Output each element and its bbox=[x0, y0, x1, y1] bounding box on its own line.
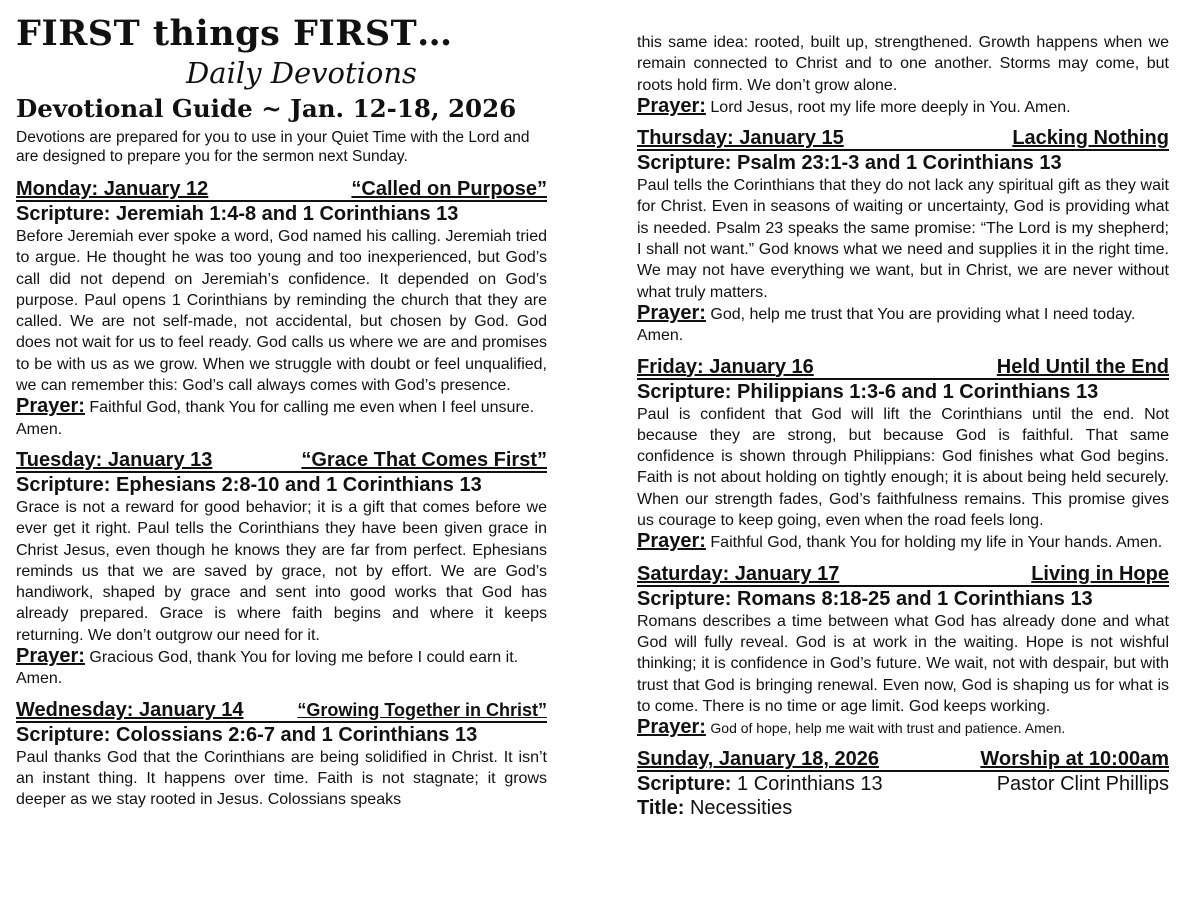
devotion-friday bbox=[637, 356, 1169, 554]
scripture-line: Scripture: Philippians 1:3-6 and 1 Corinthians 13 bbox=[637, 380, 1099, 403]
day-heading bbox=[637, 356, 1169, 380]
day-label: Friday: January 16 bbox=[637, 355, 814, 378]
prayer bbox=[637, 96, 1169, 118]
day-heading bbox=[16, 178, 547, 202]
prayer bbox=[637, 531, 1169, 553]
prayer-text: Lord Jesus, root my life more deeply in You. Amen. bbox=[710, 98, 1071, 116]
devotion-wednesday bbox=[16, 699, 547, 811]
day-label: Wednesday: January 14 bbox=[16, 698, 244, 721]
prayer-text: Faithful God, thank You for holding my life in Your hands. Amen. bbox=[710, 534, 1163, 552]
prayer-label: Prayer: bbox=[637, 530, 706, 553]
prayer-label: Prayer: bbox=[16, 645, 85, 668]
day-heading bbox=[16, 449, 547, 473]
devotion-body: Before Jeremiah ever spoke a word, God named his calling. Jeremiah tried to argue. He thought he was too young and too inexperienced, but God’s call did not depend on Jeremiah’s confidence. It depended on God’s purpose. Paul opens 1 Corinthians by reminding the church that they are called. We are not self-made, not accidental, but chosen by God. God does not wait for us to feel ready. God calls us where we are and promises to be with us as we grow. When we struggle with doubt or feel unqualified, we can remember this: God’s call always comes with God’s presence. bbox=[16, 228, 547, 395]
devotion-body: Paul is confident that God will lift the Corinthians until the end. Not because they are strong, but because God is faithful. That same confidence is shown through Philippians: God finishes what God begins. Faith is not about holding on tightly enough; it is about being held securely. When our strength fades, God’s faithfulness remains. This promise gives us courage to keep going, even when the road feels long. bbox=[637, 405, 1169, 530]
day-label: Monday: January 12 bbox=[16, 178, 209, 200]
prayer bbox=[16, 646, 547, 690]
pastor-name: Pastor Clint Phillips bbox=[996, 773, 1169, 796]
prayer-label: Prayer: bbox=[637, 94, 706, 117]
prayer-text: Gracious God, thank You for loving me before I could earn it. Amen. bbox=[16, 649, 519, 688]
title-label: Title: bbox=[637, 797, 685, 820]
scripture-label: Scripture: bbox=[637, 773, 732, 796]
day-theme: “Growing Together in Christ” bbox=[297, 699, 547, 720]
prayer bbox=[637, 303, 1169, 347]
sermon-title bbox=[637, 796, 792, 820]
day-heading bbox=[16, 699, 547, 723]
devotion-body: Romans describes a time between what God has already done and what God will fully reveal. God is at work in the waiting. Hope is not wishful thinking; it is confidence in God’s future. We wait, not with despair, but with trust that God is bringing renewal. Even now, God is shaping us for what is to come. There is no time or age limit. God keeps working. bbox=[637, 612, 1169, 715]
prayer-label: Prayer: bbox=[637, 716, 706, 739]
day-label: Thursday: January 15 bbox=[637, 127, 844, 150]
devotion-body: Paul tells the Corinthians that they do not lack any spiritual gift as they wait for Christ. Even in seasons of waiting or uncertainty, God is providing what is needed. Psalm 23 speaks the same promise: “The Lord is my shepherd; I shall not want.” God knows what we need and supplies it in the right time. We may not have everything we want, but in Christ, we are never without what truly matters. bbox=[637, 177, 1169, 301]
devotion-body: Paul thanks God that the Corinthians are being solidified in Christ. It isn’t an instant thing. It happens over time. Faith is not stagnate; it grows deeper as we stay rooted in Jesus. Colossians speaks bbox=[16, 748, 547, 809]
day-heading bbox=[637, 748, 1169, 772]
scripture-ref: 1 Corinthians 13 bbox=[737, 773, 883, 796]
page-subtitle: Daily Devotions bbox=[186, 56, 417, 90]
worship-sunday bbox=[637, 748, 1169, 820]
day-theme: Worship at 10:00am bbox=[980, 748, 1169, 771]
page-title: FIRST things FIRST… bbox=[16, 13, 453, 54]
sunday-scripture bbox=[637, 772, 883, 796]
scripture-line: Scripture: Ephesians 2:8-10 and 1 Corinthians 13 bbox=[16, 473, 482, 496]
day-theme: Living in Hope bbox=[1031, 562, 1169, 585]
prayer-text: God of hope, help me wait with trust and patience. Amen. bbox=[710, 720, 1066, 737]
guide-title: Devotional Guide ~ Jan. 12-18, 2026 bbox=[16, 94, 517, 123]
sunday-scripture-row bbox=[637, 772, 1169, 796]
scripture-line: Scripture: Psalm 23:1-3 and 1 Corinthians 13 bbox=[637, 152, 1062, 175]
title-text: Necessities bbox=[689, 797, 793, 820]
devotion-body-continued: this same idea: rooted, built up, strengthened. Growth happens when we remain connected to Christ and to one another. Storms may come, but roots hold firm. We don’t grow alone. bbox=[637, 34, 1169, 94]
day-label: Sunday, January 18, 2026 bbox=[637, 748, 879, 771]
devotion-body: Grace is not a reward for good behavior; it is a gift that comes before we ever get it right. Paul tells the Corinthians they have been given grace in Christ Jesus, even though he knows they are far from perfect. Ephesians reminds us that we are saved by grace, not by effort. We are God’s handiwork, shaped by grace and sent into good works that God has already prepared. Grace is where faith begins and where it keeps returning. We don’t outgrow our need for it. bbox=[16, 498, 547, 644]
day-label: Tuesday: January 13 bbox=[16, 448, 213, 471]
prayer bbox=[16, 396, 547, 440]
day-theme: Lacking Nothing bbox=[1012, 127, 1169, 150]
day-label: Saturday: January 17 bbox=[637, 562, 840, 585]
day-heading bbox=[637, 563, 1169, 587]
devotion-monday bbox=[16, 178, 547, 440]
left-column bbox=[16, 0, 547, 811]
intro-text: Devotions are prepared for you to use in your Quiet Time with the Lord and are designed to prepare you for the sermon next Sunday. bbox=[16, 129, 530, 165]
scripture-line: Scripture: Jeremiah 1:4-8 and 1 Corinthians 13 bbox=[16, 203, 459, 225]
prayer-label: Prayer: bbox=[16, 395, 85, 418]
prayer-label: Prayer: bbox=[637, 301, 706, 324]
prayer-text: God, help me trust that You are providing what I need today. Amen. bbox=[637, 305, 1136, 345]
devotion-tuesday bbox=[16, 449, 547, 690]
prayer-text: Faithful God, thank You for calling me even when I feel unsure. Amen. bbox=[16, 399, 535, 438]
devotion-saturday bbox=[637, 563, 1169, 740]
day-theme: Held Until the End bbox=[996, 355, 1169, 378]
prayer bbox=[637, 717, 1169, 739]
devotion-thursday bbox=[637, 127, 1169, 346]
day-heading bbox=[637, 127, 1169, 151]
scripture-line: Scripture: Romans 8:18-25 and 1 Corinthians 13 bbox=[637, 587, 1093, 610]
right-column bbox=[637, 32, 1169, 820]
sunday-title-row bbox=[637, 796, 1169, 820]
scripture-line: Scripture: Colossians 2:6-7 and 1 Corinthians 13 bbox=[16, 723, 478, 746]
day-theme: “Called on Purpose” bbox=[351, 178, 547, 200]
day-theme: “Grace That Comes First” bbox=[301, 448, 547, 471]
